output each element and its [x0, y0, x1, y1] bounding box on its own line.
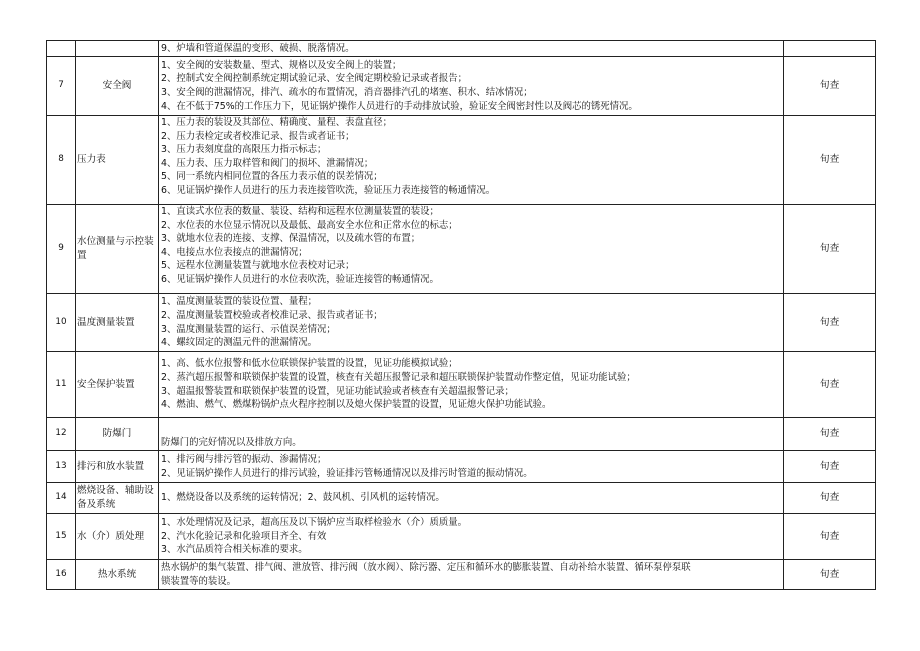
check-frequency: 旬查 [784, 483, 876, 514]
row-number: 15 [47, 514, 76, 560]
content-line: 1、安全阀的安装数量、型式、规格以及安全阀上的装置； [161, 59, 402, 71]
content-line: 4、燃油、燃气、燃煤粉锅炉点火程序控制以及熄火保护装置的设置，见证熄火保护功能试验。 [161, 399, 552, 411]
content-line: 3、安全阀的泄漏情况，排汽、疏水的布置情况，消音器排汽孔的堵塞、积水、结冰情况； [161, 87, 533, 98]
table-row [47, 41, 876, 57]
table-row [47, 451, 876, 483]
check-content [159, 294, 784, 352]
check-item-name [76, 41, 159, 57]
row-number: 16 [47, 560, 76, 590]
table-row [47, 352, 876, 418]
row-number [47, 41, 76, 57]
row-number: 7 [47, 57, 76, 116]
table-row [47, 418, 876, 451]
table-row [47, 116, 876, 205]
check-frequency: 旬查 [784, 57, 876, 116]
content-line: 1、水处理情况及记录，超高压及以下锅炉应当取样检验水（介）质质量。 [161, 517, 467, 529]
check-frequency: 旬查 [784, 560, 876, 590]
check-frequency: 旬查 [784, 116, 876, 205]
content-line: 1、燃烧设备以及系统的运转情况；2、鼓风机、引风机的运转情况。 [161, 492, 445, 504]
content-line: 5、远程水位测量装置与就地水位表校对记录； [161, 260, 355, 272]
content-line: 2、压力表检定或者校准记录、报告或者证书； [161, 130, 355, 142]
content-line: 3、超温报警装置和联锁保护装置的设置，见证功能试验或者核查有关超温报警记录； [161, 385, 514, 397]
check-content [159, 116, 784, 205]
content-line: 锁装置等的装设。 [161, 575, 237, 587]
inspection-table [46, 40, 876, 590]
content-line: 2、温度测量装置校验或者校准记录、报告或者证书； [161, 309, 383, 321]
content-line: 3、就地水位表的连接、支撑、保温情况，以及疏水管的布置； [161, 233, 421, 245]
content-line: 3、压力表刻度盘的高限压力指示标志； [161, 144, 327, 156]
check-frequency: 旬查 [784, 418, 876, 451]
table-row [47, 294, 876, 352]
table-row [47, 514, 876, 560]
check-item-name: 排污和放水装置 [76, 451, 159, 483]
check-item-name: 水位测量与示控装置 [76, 205, 159, 294]
check-item-name: 压力表 [76, 116, 159, 205]
content-line: 1、直读式水位表的数量、装设、结构和远程水位测量装置的装设； [161, 206, 439, 217]
check-frequency [784, 41, 876, 57]
check-content [159, 514, 784, 560]
content-line: 2、蒸汽超压报警和联锁保护装置的设置，核查有关超压报警记录和超压联锁保护装置动作整定值，见证功能试验； [161, 371, 636, 383]
content-line: 4、螺纹固定的测温元件的泄漏情况。 [161, 337, 317, 349]
content-line: 3、温度测量装置的运行、示值误差情况； [161, 323, 336, 335]
content-line: 2、水位表的水位显示情况以及最低、最高安全水位和正常水位的标志； [161, 219, 458, 231]
check-frequency: 旬查 [784, 451, 876, 483]
content-line: 5、同一系统内相同位置的各压力表示值的误差情况； [161, 171, 383, 183]
check-content [159, 352, 784, 418]
row-number: 10 [47, 294, 76, 352]
content-line: 2、见证锅炉操作人员进行的排污试验，验证排污管畅通情况以及排污时管道的振动情况。 [161, 467, 533, 479]
row-number: 12 [47, 418, 76, 451]
check-content [159, 418, 784, 451]
check-content [159, 451, 784, 483]
content-line: 1、温度测量装置的装设位置、量程； [161, 296, 317, 308]
check-frequency: 旬查 [784, 514, 876, 560]
content-line: 1、高、低水位报警和低水位联锁保护装置的设置，见证功能模拟试验； [161, 358, 458, 370]
check-content [159, 560, 784, 590]
check-item-name: 安全保护装置 [76, 352, 159, 418]
content-line: 4、压力表、压力取样管和阀门的损坏、泄漏情况； [161, 157, 374, 169]
row-number: 8 [47, 116, 76, 205]
check-frequency: 旬查 [784, 294, 876, 352]
content-line: 2、控制式安全阀控制系统定期试验记录、安全阀定期校验记录或者报告； [161, 73, 467, 85]
inspection-sheet [46, 40, 875, 590]
content-line: 4、在不低于75%的工作压力下，见证锅炉操作人员进行的手动排放试验，验证安全阀密封性以及阀芯的锈死情况。 [161, 100, 638, 112]
check-content [159, 57, 784, 116]
content-line: 防爆门的完好情况以及排放方向。 [161, 437, 302, 449]
content-line: 6、见证锅炉操作人员进行的水位表吹洗，验证连接管的畅通情况。 [161, 273, 439, 285]
content-line: 2、汽水化验记录和化验项目齐全、有效 [161, 530, 327, 542]
content-line: 热水锅炉的集气装置、排气阀、泄放管、排污阀（放水阀）、除污器、定压和循环水的膨胀装置、自动补给水装置、循环泵停泵联 [161, 561, 691, 573]
check-item-name: 热水系统 [76, 560, 159, 590]
check-frequency: 旬查 [784, 205, 876, 294]
check-item-name: 水（介）质处理 [76, 514, 159, 560]
table-row [47, 205, 876, 294]
row-number: 11 [47, 352, 76, 418]
check-item-name: 防爆门 [76, 418, 159, 451]
table-row [47, 57, 876, 116]
row-number: 14 [47, 483, 76, 514]
check-item-name: 安全阀 [76, 57, 159, 116]
content-line: 9、炉墙和管道保温的变形、破损、脱落情况。 [161, 42, 355, 54]
check-content [159, 205, 784, 294]
content-line: 6、见证锅炉操作人员进行的压力表连接管吹洗，验证压力表连接管的畅通情况。 [161, 184, 496, 196]
check-content [159, 483, 784, 514]
content-line: 3、水汽品质符合相关标准的要求。 [161, 544, 308, 556]
check-content [159, 41, 784, 57]
content-line: 1、排污阀与排污管的振动、渗漏情况； [161, 453, 327, 465]
table-row [47, 560, 876, 590]
row-number: 9 [47, 205, 76, 294]
check-item-name: 温度测量装置 [76, 294, 159, 352]
check-item-name: 燃烧设备、辅助设备及系统 [76, 483, 159, 514]
row-number: 13 [47, 451, 76, 483]
content-line: 1、压力表的装设及其部位、精确度、量程、表盘直径； [161, 117, 392, 128]
content-line: 4、电接点水位表接点的泄漏情况； [161, 246, 308, 258]
table-row [47, 483, 876, 514]
check-frequency: 旬查 [784, 352, 876, 418]
